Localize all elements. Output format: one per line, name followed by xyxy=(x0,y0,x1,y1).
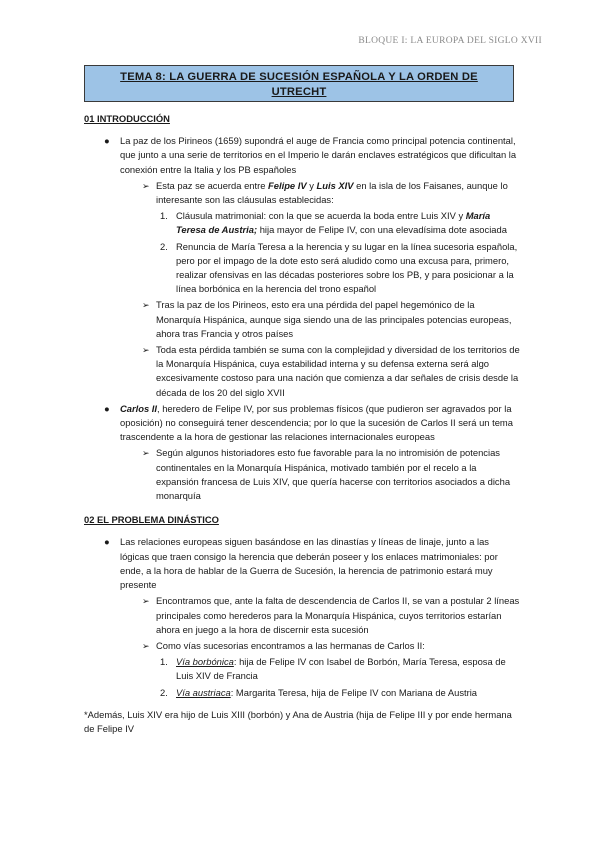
text-span: , heredero de Felipe IV, por sus problemas físicos (que pudieron ser agravados por la oposición) no conseguirá tener descendencia; por lo que la sucesión de Carlos II será un tema trascendente a la hora de gestionar las relaciones internacionales europeas xyxy=(120,402,513,443)
bullet-icon: ● xyxy=(104,402,110,414)
section-heading-problema-dinastico: 02 EL PROBLEMA DINÁSTICO xyxy=(84,514,219,526)
document-body xyxy=(84,112,520,736)
arrow-bullet-icon: ➢ xyxy=(142,300,150,311)
list-item xyxy=(84,402,520,445)
text-span: Cláusula matrimonial: con la que se acuerda la boda entre Luis XIV y xyxy=(176,210,466,222)
numbered-item xyxy=(84,240,520,297)
bullet-icon: ● xyxy=(104,135,110,147)
paragraph-text: Como vías sucesorias encontramos a las hermanas de Carlos II: xyxy=(156,639,425,651)
text-span: hija mayor de Felipe IV, con una elevadísima dote asociada xyxy=(257,224,507,236)
title-line-1: TEMA 8: LA GUERRA DE SUCESIÓN ESPAÑOLA Y LA ORDEN DE xyxy=(120,71,478,83)
text-span: María Teresa de Austria; xyxy=(176,210,491,236)
footnote: *Además, Luis XIV era hijo de Luis XIII (borbón) y Ana de Austria (hija de Felipe III y por ende hermana de Felipe IV xyxy=(84,708,512,734)
list-item xyxy=(84,594,520,637)
page-title xyxy=(84,65,514,102)
bullet-icon: ● xyxy=(104,536,110,548)
header-bloque: BLOQUE I: LA EUROPA DEL SIGLO XVII xyxy=(358,36,542,46)
text-span: Luis XIV xyxy=(316,179,354,191)
text-span: Esta paz se acuerda entre xyxy=(156,179,269,191)
paragraph-text: La paz de los Pirineos (1659) supondrá el auge de Francia como principal potencia continental, que junto a una serie de territorios en el Imperio le darán enclaves estratégicos que dificultan la conexión entre la Italia y los PB españoles xyxy=(120,135,517,175)
numbered-item xyxy=(84,655,520,683)
paragraph-text: Renuncia de María Teresa a la herencia y su lugar en la línea sucesoria española, pero por el impago de la dote esto será aludido como una excusa para, primero, realizar ofensivas en las décadas posteriores sobre los PB, y para posicionar a la línea borbónica en la herencia del trono español xyxy=(176,240,518,295)
text-span: Vía austriaca xyxy=(176,686,231,698)
arrow-bullet-icon: ➢ xyxy=(142,448,150,459)
arrow-bullet-icon: ➢ xyxy=(142,596,150,607)
title-line-2: UTRECHT xyxy=(271,86,327,98)
list-number: 2. xyxy=(160,686,168,698)
list-number: 2. xyxy=(160,240,168,252)
list-item xyxy=(84,639,520,653)
text-span: y xyxy=(306,179,317,191)
list-item xyxy=(84,179,520,207)
list-item xyxy=(84,446,520,503)
text-span: : Margarita Teresa, hija de Felipe IV con Mariana de Austria xyxy=(230,686,478,698)
paragraph-text: Las relaciones europeas siguen basándose en las dinastías y líneas de linaje, junto a las lógicas que traen consigo la herencia que deberán poseer y los enlaces matrimoniales: por ende, a la hora de hablar de la Guerra de Sucesión, la herencia de patrimonio estará muy presente xyxy=(120,536,498,591)
paragraph-text: Encontramos que, ante la falta de descendencia de Carlos II, se van a postular 2 líneas principales como herederos para la Monarquía Hispánica, cuyos territorios estarían ahora en juego a la hora de discernir esta sucesión xyxy=(156,595,520,635)
list-number: 1. xyxy=(160,656,168,668)
text-span: Felipe IV xyxy=(268,179,307,191)
paragraph-text: Según algunos historiadores esto fue favorable para la no intromisión de potencias continentales en la Monarquía Hispánica, motivado también por el recelo a la expansión francesa de Luis XIV, que quería hacerse con territorios asociados a dicha monarquía xyxy=(156,447,511,502)
arrow-bullet-icon: ➢ xyxy=(142,345,150,356)
paragraph-text: Tras la paz de los Pirineos, esto era una pérdida del papel hegemónico de la Monarquía Hispánica, aunque siga siendo una de las principales potencias europeas, ahora tras Francia y otros países xyxy=(156,299,512,339)
arrow-bullet-icon: ➢ xyxy=(142,180,150,191)
text-span: en la isla de los Faisanes, aunque lo interesante son las cláusulas establecidas: xyxy=(156,179,508,206)
list-item xyxy=(84,343,520,400)
section-heading-introduccion: 01 INTRODUCCIÓN xyxy=(84,113,170,124)
list-number: 1. xyxy=(160,210,168,222)
list-item xyxy=(84,535,520,592)
list-item xyxy=(84,298,520,341)
numbered-item xyxy=(84,209,520,237)
list-item xyxy=(84,134,520,177)
text-span: Vía borbónica xyxy=(176,656,234,668)
arrow-bullet-icon: ➢ xyxy=(142,640,150,651)
paragraph-text: Toda esta pérdida también se suma con la complejidad y diversidad de los territorios de la Monarquía Hispánica, cuya estabilidad interna y su defensa externa será algo excesivamente costoso para una nación que comienza a dar señales de crisis desde la década de los 20 del siglo XVII xyxy=(156,344,520,398)
numbered-item xyxy=(84,686,520,700)
text-span: : hija de Felipe IV con Isabel de Borbón, María Teresa, esposa de Luis XIV de Francia xyxy=(176,656,506,682)
text-span: Carlos II xyxy=(120,402,157,414)
